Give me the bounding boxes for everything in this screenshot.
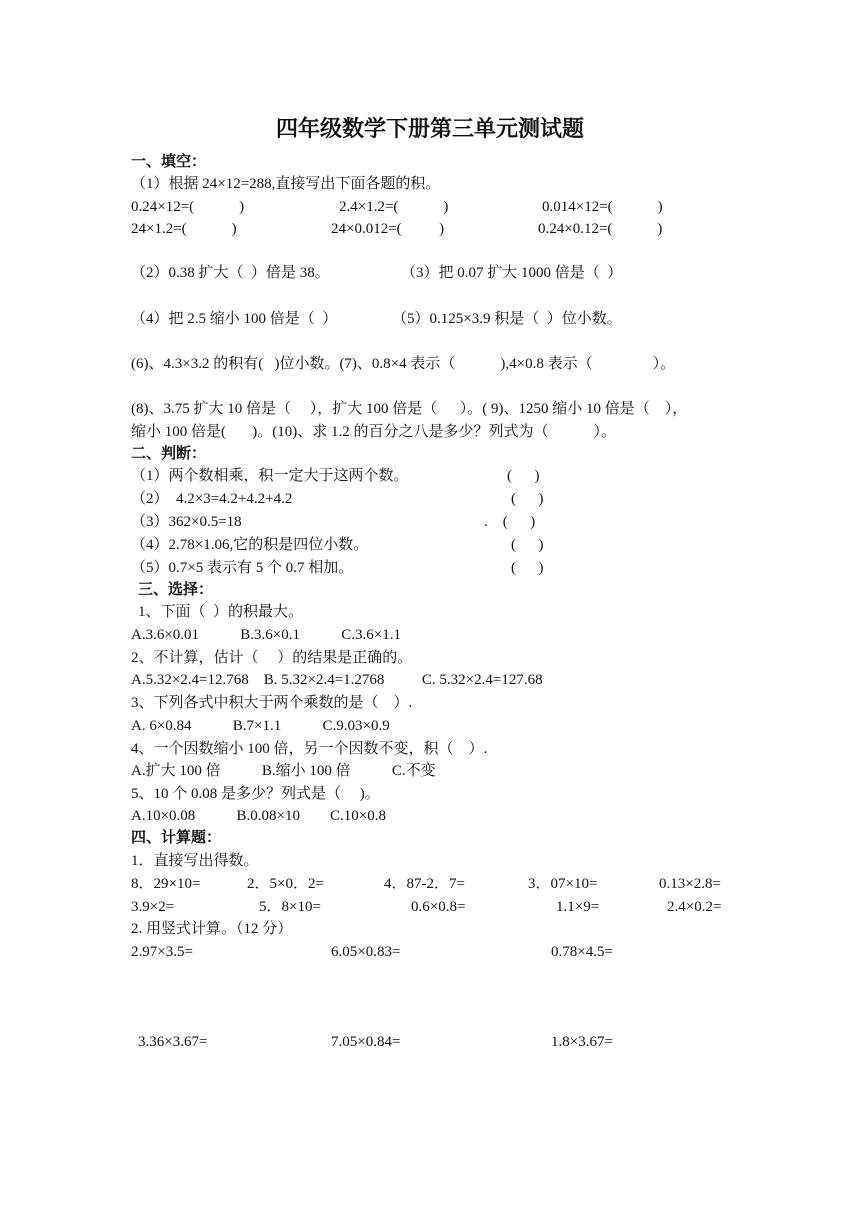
section-4-heading: 四、计算题： [131,830,222,846]
section-3-heading: 三、选择： [138,582,214,598]
s1-q2: （2）0.38 扩大（ ）倍是 38。 [131,265,330,281]
s4-sub2: 2. 用竖式计算。（12 分） [131,921,293,937]
s1-q8a: (8)、3.75 扩大 10 倍是（ ），扩大 100 倍是（ ）。( 9)、1250 缩小 10 倍是（ ）， [131,401,688,417]
s3-line-7: 4、一个因数缩小 100 倍，另一个因数不变，积（ ）. [131,741,488,757]
s1-q3: （3）把 0.07 扩大 1000 倍是（ ） [401,265,623,281]
section-1-heading: 一、填空： [131,154,207,170]
s3-line-6: A. 6×0.84 B.7×1.1 C.9.03×0.9 [131,718,390,734]
s4-r2-a: 3.9×2= [131,899,175,915]
s2-mark-2: ( ) [511,491,544,507]
s1-q6: (6)、4.3×3.2 的积有( )位小数。(7)、0.8×4 表示（ ),4×0.8 表示（ ）。 [131,356,676,372]
s3-line-8: A.扩大 100 倍 B.缩小 100 倍 C.不变 [131,763,436,779]
s4-r1-b: 2．5×0．2= [247,876,324,892]
s4-r3-b: 6.05×0.83= [331,944,401,960]
section-2-heading: 二、判断： [131,446,207,462]
s4-r4-b: 7.05×0.84= [331,1034,401,1050]
s4-r1-a: 8．29×10= [131,876,201,892]
s1-q4: （4）把 2.5 缩小 100 倍是（ ） [131,311,338,327]
s3-line-4: A.5.32×2.4=12.768 B. 5.32×2.4=1.2768 C. 5.32×2.4=127.68 [131,672,543,688]
s1-q8b: 缩小 100 倍是( )。(10)、求 1.2 的百分之八是多少？列式为（ ）。 [131,424,616,440]
page-title: 四年级数学下册第三单元测试题 [275,116,584,141]
s3-line-3: 2、不计算，估计（ ）的结果是正确的。 [131,650,413,666]
s3-line-2: A.3.6×0.01 B.3.6×0.1 C.3.6×1.1 [131,627,401,643]
s2-item-4: （4）2.78×1.06,它的积是四位小数。 [131,537,369,553]
s4-r2-d: 1.1×9= [556,899,600,915]
s4-r4-c: 1.8×3.67= [551,1034,613,1050]
s4-r1-c: 4．87-2．7= [384,876,465,892]
s2-mark-5: ( ) [511,560,544,576]
s4-r2-c: 0.6×0.8= [411,899,466,915]
s2-item-5: （5）0.7×5 表示有 5 个 0.7 相加。 [131,560,354,576]
s1-row2-c: 0.24×0.12=( ) [538,221,663,237]
s2-item-1: （1）两个数相乘，积一定大于这两个数。 [131,468,409,484]
s4-r4-a: 3.36×3.67= [138,1034,208,1050]
s4-r1-d: 3．07×10= [528,876,598,892]
s3-line-5: 3、下列各式中积大于两个乘数的是（ ）. [131,695,413,711]
s2-mark-1: ( ) [507,468,540,484]
s4-r3-c: 0.78×4.5= [551,944,613,960]
s1-q1: （1）根据 24×12=288,直接写出下面各题的积。 [131,176,441,192]
s2-item-2: （2） 4.2×3=4.2+4.2+4.2 [131,491,293,507]
s2-mark-3: . ( ) [484,514,536,530]
s1-row1-c: 0.014×12=( ) [542,199,663,215]
s4-r3-a: 2.97×3.5= [131,944,193,960]
s1-row2-b: 24×0.012=( ) [331,221,445,237]
s1-q5: （5）0.125×3.9 积是（ ）位小数。 [392,311,622,327]
s4-r2-b: 5．8×10= [259,899,321,915]
s2-mark-4: ( ) [511,537,544,553]
s3-line-1: 1、下面（ ）的积最大。 [138,604,304,620]
s4-sub1: 1．直接写出得数。 [131,853,259,869]
s1-row1-b: 2.4×1.2=( ) [339,199,449,215]
s2-item-3: （3）362×0.5=18 [131,514,242,530]
s4-r1-e: 0.13×2.8= [659,876,721,892]
s1-row1-a: 0.24×12=( ) [131,199,245,215]
s1-row2-a: 24×1.2=( ) [131,221,237,237]
s3-line-9: 5、10 个 0.08 是多少？列式是（ )。 [131,786,380,802]
s3-line-10: A.10×0.08 B.0.08×10 C.10×0.8 [131,808,386,824]
s4-r2-e: 2.4×0.2= [667,899,722,915]
